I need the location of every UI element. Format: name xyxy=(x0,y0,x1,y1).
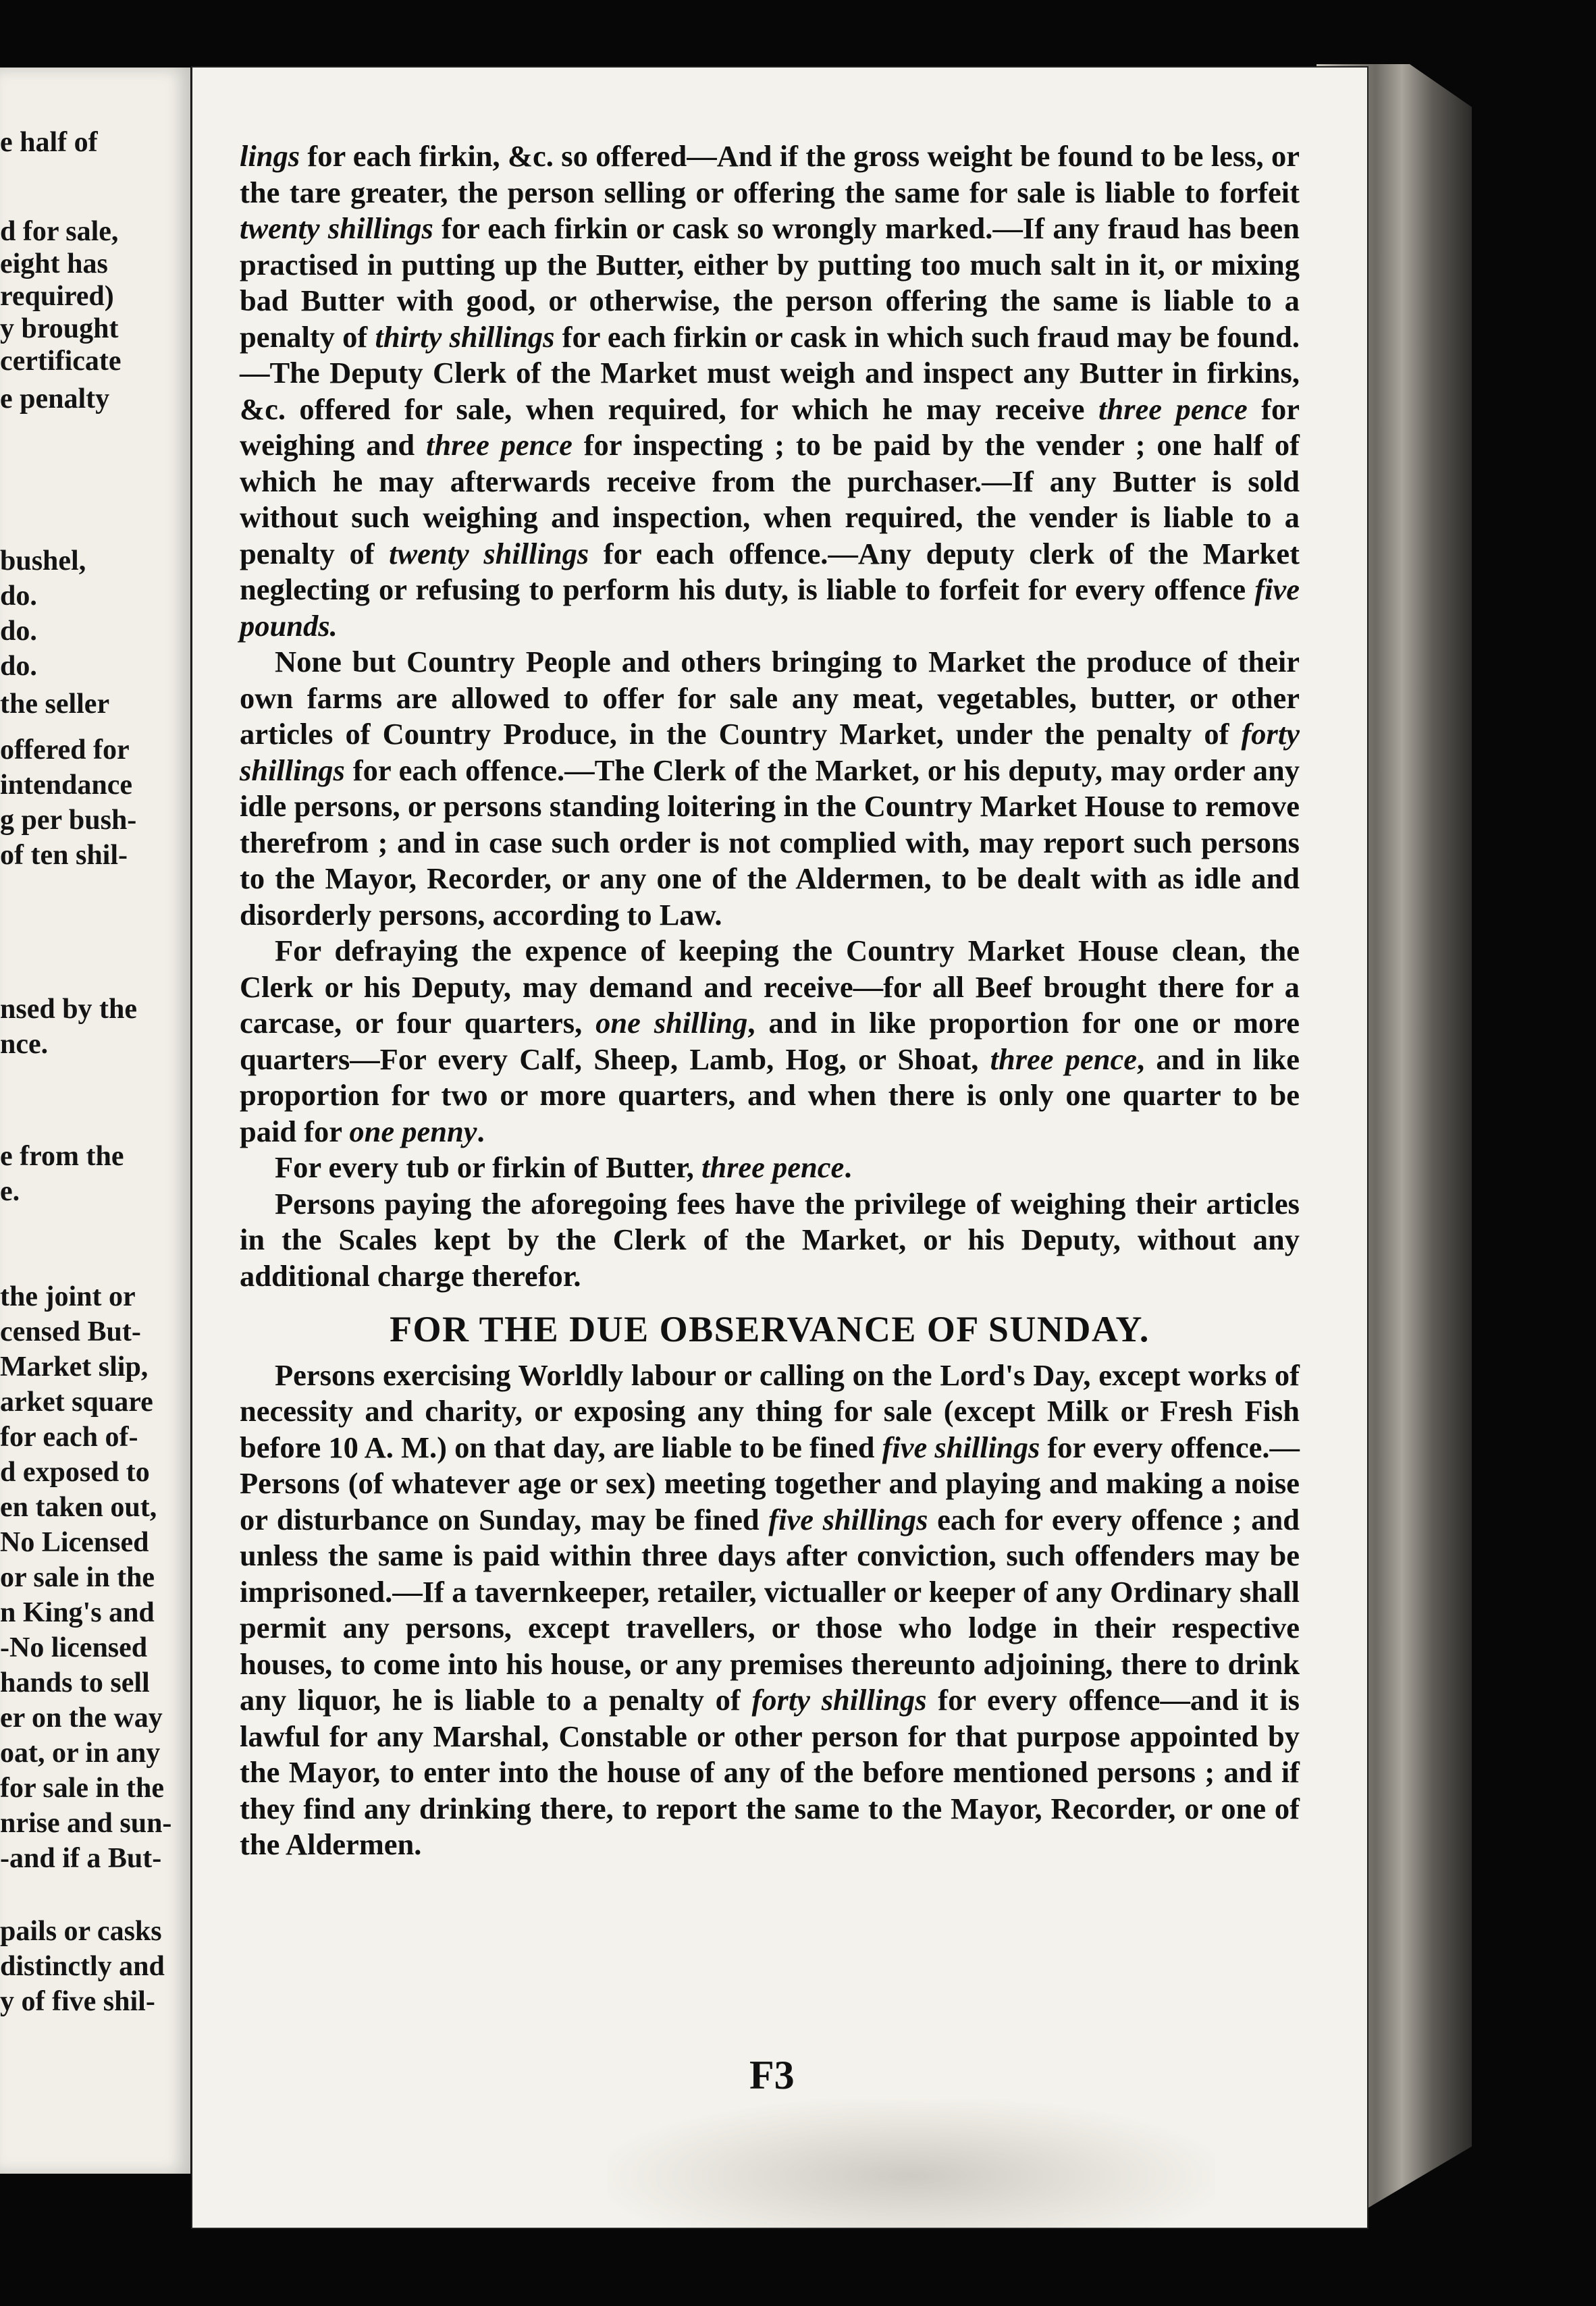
left-page-line: for each of- xyxy=(0,1422,138,1453)
left-page-line: distinctly and xyxy=(0,1951,165,1982)
left-page-line: censed But- xyxy=(0,1316,141,1347)
left-page-line: oat, or in any xyxy=(0,1738,161,1769)
left-page-line: e from the xyxy=(0,1141,124,1172)
left-page-line: nce. xyxy=(0,1029,49,1060)
left-page-line: nsed by the xyxy=(0,994,138,1025)
left-page-line: required) xyxy=(0,281,114,312)
left-page-line: y of five shil- xyxy=(0,1986,155,2017)
paragraph-weighing-privilege: Persons paying the aforegoing fees have the privilege of weighing their articles in the Scales kept by the Clerk of the Market, or his Deputy, without any additional charge therefor. xyxy=(240,1186,1300,1293)
left-page-line: the joint or xyxy=(0,1281,136,1312)
left-page-line: er on the way xyxy=(0,1702,163,1734)
left-page-line: or sale in the xyxy=(0,1562,155,1593)
section-heading-sunday: FOR THE DUE OBSERVANCE OF SUNDAY. xyxy=(390,1309,1150,1349)
left-page-line: en taken out, xyxy=(0,1492,157,1523)
left-page-line: intendance xyxy=(0,770,133,801)
left-page-line: arket square xyxy=(0,1387,153,1418)
left-page-line: -and if a But- xyxy=(0,1843,162,1874)
left-page-line: g per bush- xyxy=(0,805,137,836)
left-page-line: do. xyxy=(0,651,37,682)
left-page-line: do. xyxy=(0,581,37,612)
left-page-line: n King's and xyxy=(0,1597,155,1628)
left-page-line: of ten shil- xyxy=(0,840,128,871)
paragraph-sunday-observance: Persons exercising Worldly labour or calling on the Lord's Day, except works of necessity and charity, or exposing any thing for sale (except Milk or Fresh Fish before 10 A. M.) on that day, are liable to be fined five shillings for every offence.—Persons (of whatever age or sex) meeting together and playing and making a noise or disturbance on Sunday, may be fined five shillings each for every offence ; and unless the same is paid within three days after conviction, such offenders may be imprisoned.—If a tavernkeeper, retailer, victualler or keeper of any Ordinary shall permit any persons, except travellers, or those who lodge in their respective houses, to come into his house, or any premises thereunto adjoining, there to drink any liquor, he is liable to a penalty of forty shillings for every offence—and it is lawful for any Marshal, Constable or other person for that purpose appointed by the Mayor, to enter into the house of any of the before mentioned persons ; and if they find any drinking there, to report the same to the Mayor, Recorder, or one of the Aldermen. xyxy=(240,1358,1300,1861)
left-page-line: the seller xyxy=(0,689,110,720)
page-number: F3 xyxy=(749,2053,795,2097)
left-page-line: -No licensed xyxy=(0,1632,148,1663)
left-page-line: offered for xyxy=(0,734,130,766)
left-page-line: certificate xyxy=(0,346,122,377)
paper-stain xyxy=(608,2099,1215,2228)
left-page-line: y brought xyxy=(0,313,119,344)
left-page-line: e. xyxy=(0,1176,20,1207)
paragraph-butter-fee: For every tub or firkin of Butter, three pence. xyxy=(275,1150,852,1184)
left-page-line: eight has xyxy=(0,248,108,279)
left-page-line: d for sale, xyxy=(0,216,119,247)
left-page-line: nrise and sun- xyxy=(0,1808,172,1839)
left-page-line: e half of xyxy=(0,127,98,158)
left-page-line: No Licensed xyxy=(0,1527,149,1558)
left-page-line: pails or casks xyxy=(0,1916,162,1947)
main-text-column xyxy=(240,138,1300,1863)
left-page-line: for sale in the xyxy=(0,1773,165,1804)
left-facing-page xyxy=(0,68,190,2174)
left-page-line: do. xyxy=(0,616,37,647)
left-page-line: bushel, xyxy=(0,545,86,576)
left-page-line: e penalty xyxy=(0,383,110,414)
left-page-line: d exposed to xyxy=(0,1457,150,1488)
left-page-line: hands to sell xyxy=(0,1667,150,1698)
paragraph-market-fees: For defraying the expence of keeping the Country Market House clean, the Clerk or his Deputy, may demand and receive—for all Beef brought there for a carcase, or four quarters, one shilling, and in like proportion for one or more quarters—For every Calf, Sheep, Lamb, Hog, or Shoat, three pence, and in like proportion for two or more quarters, and when there is only one quarter to be paid for one penny. xyxy=(240,934,1300,1148)
paragraph-country-people: None but Country People and others bringing to Market the produce of their own farms are allowed to offer for sale any meat, vegetables, butter, or other articles of Country Produce, in the Country Market, under the penalty of forty shillings for each offence.—The Clerk of the Market, or his deputy, may order any idle persons, or persons standing loitering in the Country Market House to remove therefrom ; and in case such order is not complied with, may report such persons to the Mayor, Recorder, or any one of the Aldermen, to be dealt with as idle and disorderly persons, according to Law. xyxy=(240,645,1300,932)
paragraph-butter-fraud: lings for each firkin, &c. so offered—And if the gross weight be found to be less, or the tare greater, the person selling or offering the same for sale is liable to forfeit twenty shillings for each firkin or cask so wrongly marked.—If any fraud has been practised in putting up the Butter, either by putting too much salt in it, or mixing bad Butter with good, or otherwise, the person offering the same is liable to a penalty of thirty shillings for each firkin or cask in which such fraud may be found.—The Deputy Clerk of the Market must weigh and inspect any Butter in firkins, &c. offered for sale, when required, for which he may receive three pence for weighing and three pence for inspecting ; to be paid by the vender ; one half of which he may afterwards receive from the purchaser.—If any Butter is sold without such weighing and inspection, when required, the vender is liable to a penalty of twenty shillings for each offence.—Any deputy clerk of the Market neglecting or refusing to perform his duty, is liable to forfeit for every offence five pounds. xyxy=(240,139,1300,643)
left-page-line: Market slip, xyxy=(0,1351,149,1383)
